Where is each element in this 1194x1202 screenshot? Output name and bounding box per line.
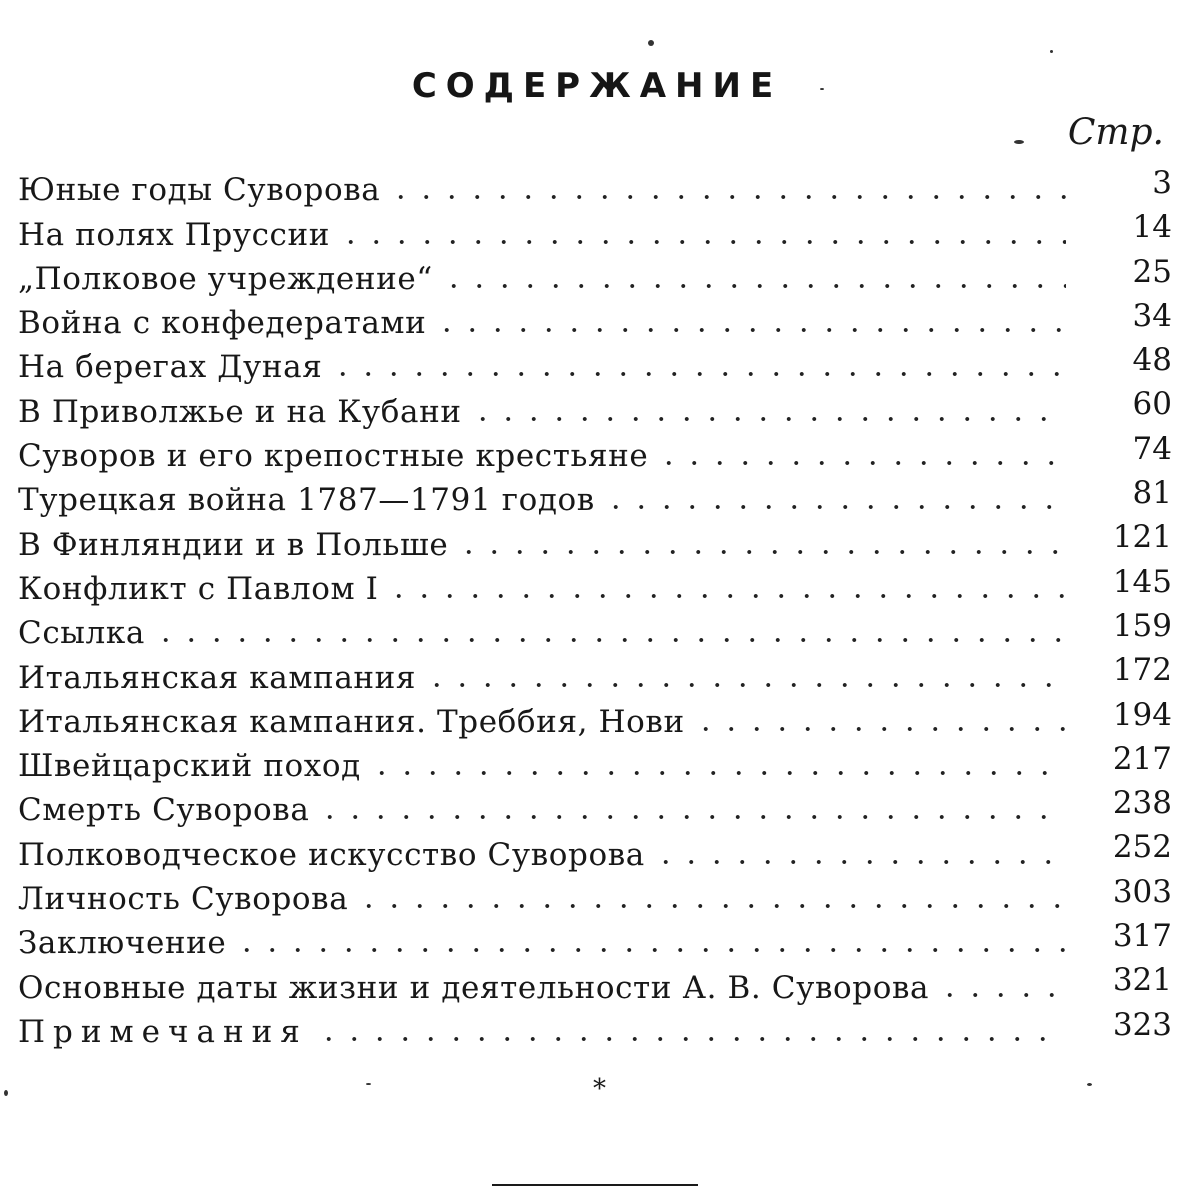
- scan-speck: [366, 1083, 371, 1085]
- toc-entry-page: 323: [1112, 1006, 1172, 1043]
- toc-entry-title: На берегах Дуная: [18, 349, 323, 386]
- toc-entry[interactable]: [18, 342, 1176, 389]
- dot-leader: [653, 857, 1066, 867]
- toc-entry-page: 238: [1112, 785, 1172, 822]
- toc-entry-title: Личность Суворова: [18, 881, 349, 918]
- toc-entry[interactable]: [18, 386, 1176, 433]
- toc-entry[interactable]: [18, 918, 1176, 965]
- toc-entry-page: 321: [1112, 962, 1172, 999]
- dot-leader: [470, 414, 1066, 424]
- toc-entry[interactable]: [18, 740, 1176, 788]
- dot-leader: [153, 635, 1066, 645]
- toc-entry-title: Итальянская кампания: [18, 659, 417, 696]
- toc-entry-title: Итальянская кампания. Треббия, Нови: [18, 703, 685, 740]
- scan-speck: [1050, 50, 1053, 53]
- dot-leader: [330, 369, 1066, 379]
- dot-leader: [937, 990, 1066, 1000]
- dot-leader: [603, 502, 1066, 512]
- dot-leader: [434, 325, 1066, 335]
- toc-entry-title: Полководческое искусство Суворова: [18, 836, 645, 873]
- toc-entry-title: Юные годы Суворова: [18, 172, 381, 209]
- dot-leader: [656, 458, 1066, 468]
- dot-leader: [424, 680, 1066, 690]
- dot-leader: [441, 281, 1066, 291]
- toc-entry[interactable]: [18, 253, 1176, 301]
- toc-entry-title: Смерть Суворова: [18, 792, 310, 829]
- toc-entry-page: 145: [1112, 563, 1172, 600]
- toc-entry-title: В Финляндии и в Польше: [18, 526, 449, 563]
- dot-leader: [356, 901, 1066, 911]
- toc-entry-title: Швейцарский поход: [18, 748, 361, 785]
- toc-entry-page: 172: [1112, 652, 1172, 689]
- page-column-label: Стр.: [1067, 112, 1164, 153]
- toc-entry-page: 194: [1112, 696, 1172, 733]
- toc-entry[interactable]: [18, 165, 1176, 212]
- toc-entry[interactable]: [18, 607, 1176, 655]
- dot-leader: [693, 724, 1066, 734]
- toc-entry-page: 25: [1132, 253, 1172, 290]
- toc-entry[interactable]: [18, 475, 1176, 522]
- toc-entry-page: 317: [1112, 918, 1172, 955]
- scan-speck: [1087, 1083, 1092, 1086]
- toc-entry-page: 34: [1132, 297, 1172, 334]
- toc-entry[interactable]: [18, 829, 1176, 876]
- scan-speck: [1014, 140, 1024, 144]
- toc-entry[interactable]: [18, 209, 1176, 256]
- table-of-contents: [18, 165, 1176, 1054]
- toc-entry[interactable]: [18, 652, 1176, 699]
- toc-entry-title: На полях Пруссии: [18, 216, 331, 253]
- toc-entry-page: 14: [1132, 209, 1172, 246]
- dot-leader: [317, 812, 1066, 822]
- asterisk-ornament: *: [593, 1074, 606, 1104]
- toc-entry-page: 121: [1112, 519, 1172, 556]
- toc-entry-title: Примечания: [18, 1013, 308, 1050]
- toc-entry-page: 217: [1112, 740, 1172, 777]
- dot-leader: [388, 192, 1066, 202]
- toc-entry-title: Ссылка: [18, 615, 145, 652]
- toc-entry-title: Заключение: [18, 925, 227, 962]
- scan-speck: [648, 40, 654, 46]
- dot-leader: [234, 945, 1066, 955]
- toc-entry-page: 81: [1132, 475, 1172, 512]
- toc-entry[interactable]: [18, 873, 1176, 921]
- toc-entry-title: Турецкая война 1787—1791 годов: [18, 482, 595, 519]
- scan-speck: [4, 1090, 8, 1096]
- toc-entry[interactable]: [18, 297, 1176, 345]
- dot-leader: [316, 1034, 1066, 1044]
- toc-entry-page: 159: [1112, 607, 1172, 644]
- toc-entry-title: Основные даты жизни и деятельности А. В. Суворова: [18, 969, 930, 1006]
- toc-entry-title: Конфликт с Павлом I: [18, 570, 379, 607]
- toc-entry-page: 3: [1152, 165, 1172, 201]
- scan-speck: [820, 88, 824, 90]
- dot-leader: [386, 591, 1066, 601]
- toc-entry-page: 252: [1112, 829, 1172, 866]
- toc-entry[interactable]: [18, 785, 1176, 832]
- bottom-rule: [492, 1184, 698, 1186]
- toc-entry[interactable]: [18, 696, 1176, 744]
- toc-entry-title: Война с конфедератами: [18, 305, 427, 342]
- toc-entry-page: 74: [1132, 430, 1172, 467]
- toc-entry-page: 60: [1132, 386, 1172, 423]
- dot-leader: [456, 547, 1066, 557]
- toc-entry[interactable]: [18, 962, 1176, 1009]
- dot-leader: [369, 768, 1066, 778]
- toc-entry[interactable]: [18, 430, 1176, 478]
- toc-entry-title: „Полковое учреждение“: [18, 260, 433, 297]
- toc-entry-title: Суворов и его крепостные крестьяне: [18, 438, 649, 475]
- toc-entry-page: 48: [1132, 342, 1172, 379]
- page-title: СОДЕРЖАНИЕ: [411, 66, 783, 106]
- dot-leader: [338, 237, 1066, 247]
- toc-entry-page: 303: [1112, 873, 1172, 910]
- toc-entry[interactable]: [18, 519, 1176, 566]
- toc-entry[interactable]: [18, 563, 1176, 611]
- toc-entry-title: В Приволжье и на Кубани: [18, 393, 462, 430]
- toc-entry[interactable]: [18, 1006, 1176, 1054]
